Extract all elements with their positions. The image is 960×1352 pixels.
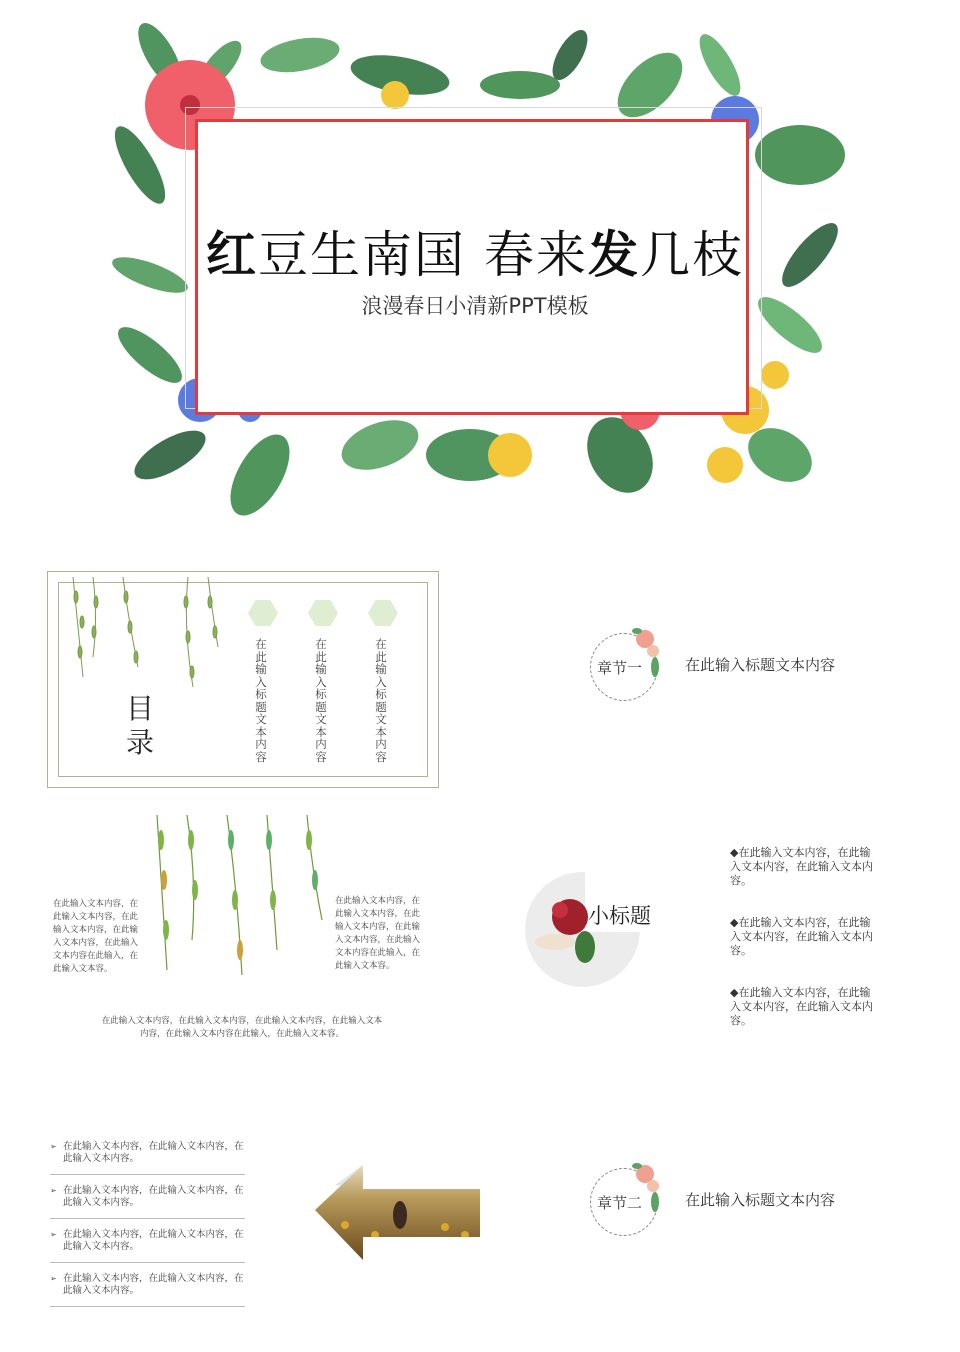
toc-title: 目录	[126, 692, 155, 759]
bullet-item-2: ◆在此输入文本内容，在此输入文本内容，在此输入文本内容。	[730, 916, 873, 957]
chapter-one-label: 章节一	[597, 659, 643, 677]
bullet-item-1: ◆在此输入文本内容，在此输入文本内容，在此输入文本内容。	[730, 846, 873, 887]
left-text-block: 在此输入文本内容，在此输入文本内容，在此输入文本内容，在此输入文本内容，在此输入文本内容在此输入，在此输入文本容。	[53, 899, 139, 974]
arrow-photo	[315, 1165, 480, 1260]
willow-branches-illustration	[58, 577, 228, 687]
list-item-1: ➢ 在此输入文本内容，在此输入文本内容，在此输入文本内容。	[50, 1141, 245, 1175]
chapter-two-title[interactable]: 在此输入标题文本内容	[685, 1191, 836, 1209]
cover-title: 红豆生南国 春来发几枝	[206, 226, 744, 284]
list-item-4: ➢ 在此输入文本内容，在此输入文本内容，在此输入文本内容。	[50, 1273, 245, 1307]
chapter-one-title[interactable]: 在此输入标题文本内容	[685, 656, 836, 674]
text-slide	[47, 810, 437, 1050]
toc-item-1[interactable]: 在此输入标题文本内容	[255, 637, 267, 764]
bottom-text-line-2: 内容，在此输入文本内容在此输入，在此输入文本容。	[139, 1029, 344, 1039]
toc-item-2[interactable]: 在此输入标题文本内容	[315, 637, 327, 764]
chapter-two-label: 章节二	[597, 1194, 643, 1212]
bullet-item-3: ◆在此输入文本内容，在此输入文本内容，在此输入文本内容。	[730, 986, 873, 1027]
toc-slide	[47, 571, 439, 788]
arrow-icon: ➢	[50, 1186, 57, 1195]
list-item-2: ➢ 在此输入文本内容，在此输入文本内容，在此输入文本内容。	[50, 1185, 245, 1219]
willow-leaves-illustration	[147, 810, 337, 980]
toc-item-3[interactable]: 在此输入标题文本内容	[375, 637, 387, 764]
cover-subtitle: 浪漫春日小清新PPT模板	[361, 294, 589, 318]
arrow-icon: ➢	[50, 1274, 57, 1283]
chapter-two-slide	[585, 1160, 885, 1240]
arrow-icon: ➢	[50, 1230, 57, 1239]
bottom-text-line-1: 在此输入文本内容，在此输入文本内容，在此输入文本内容，在此输入文本	[101, 1016, 383, 1026]
chapter-one-slide	[585, 625, 885, 705]
right-text-block: 在此输入文本内容，在此输入文本内容，在此输入文本内容，在此输入文本内容，在此输入文本内容在此输入，在此输入文本容。	[335, 896, 421, 971]
arrow-icon: ➢	[50, 1142, 57, 1151]
list-item-3: ➢ 在此输入文本内容，在此输入文本内容，在此输入文本内容。	[50, 1229, 245, 1263]
subtitle-title: 小标题	[588, 904, 651, 928]
cover-slide	[100, 15, 860, 525]
